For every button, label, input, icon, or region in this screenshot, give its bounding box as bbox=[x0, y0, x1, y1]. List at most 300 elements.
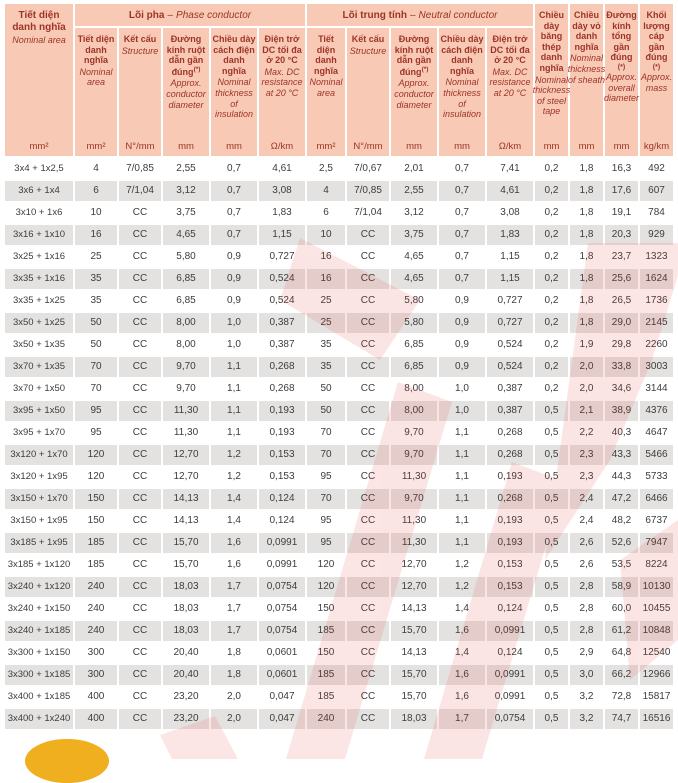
data-cell: 70 bbox=[75, 379, 117, 399]
header-en-label: Nominal area bbox=[12, 34, 66, 45]
data-cell: CC bbox=[119, 533, 161, 553]
data-cell: 0,0601 bbox=[259, 643, 305, 663]
data-cell: CC bbox=[347, 687, 389, 707]
data-cell: 0,7 bbox=[211, 181, 257, 201]
data-cell: 1,1 bbox=[211, 423, 257, 443]
data-cell: 0,124 bbox=[259, 489, 305, 509]
data-cell: 5466 bbox=[640, 445, 673, 465]
data-cell: 23,20 bbox=[163, 709, 209, 729]
data-cell: 20,3 bbox=[605, 225, 638, 245]
data-cell: 38,9 bbox=[605, 401, 638, 421]
row-label-cell: 3x185 + 1x120 bbox=[5, 555, 73, 575]
col-header-overall-diameter bbox=[605, 4, 638, 156]
row-label-cell: 3x240 + 1x120 bbox=[5, 577, 73, 597]
col-header-neutral-insulation-thickness bbox=[439, 28, 485, 156]
data-cell: 1323 bbox=[640, 247, 673, 267]
data-cell: 35 bbox=[75, 291, 117, 311]
data-cell: 0,0991 bbox=[259, 533, 305, 553]
col-header-nominal-area bbox=[5, 4, 73, 156]
data-cell: 15,70 bbox=[391, 687, 437, 707]
data-cell: 8,00 bbox=[391, 379, 437, 399]
data-cell: 0,387 bbox=[259, 335, 305, 355]
data-cell: 4,61 bbox=[487, 181, 533, 201]
data-cell: CC bbox=[119, 621, 161, 641]
data-cell: 0,9 bbox=[211, 247, 257, 267]
data-cell: 0,5 bbox=[535, 709, 568, 729]
data-cell: 95 bbox=[75, 423, 117, 443]
data-cell: 0,727 bbox=[259, 247, 305, 267]
data-cell: 0,9 bbox=[439, 313, 485, 333]
header-unit: Ω/km bbox=[498, 141, 522, 152]
data-cell: 5733 bbox=[640, 467, 673, 487]
data-cell: 4 bbox=[307, 181, 345, 201]
data-cell: 11,30 bbox=[391, 533, 437, 553]
data-cell: 185 bbox=[307, 687, 345, 707]
data-cell: 1,0 bbox=[439, 379, 485, 399]
data-cell: 11,30 bbox=[391, 467, 437, 487]
data-cell: 18,03 bbox=[163, 621, 209, 641]
data-cell: 3,08 bbox=[487, 203, 533, 223]
header-en-label: Nominal area bbox=[309, 77, 343, 99]
data-cell: 0,727 bbox=[487, 291, 533, 311]
data-cell: 16 bbox=[75, 225, 117, 245]
data-cell: 35 bbox=[307, 335, 345, 355]
header-en-label: Nominal thickness of insulation bbox=[214, 77, 254, 120]
data-cell: CC bbox=[347, 555, 389, 575]
row-label-cell: 3x150 + 1x70 bbox=[5, 489, 73, 509]
data-cell: CC bbox=[119, 445, 161, 465]
data-cell: 0,524 bbox=[259, 269, 305, 289]
data-cell: 8,00 bbox=[391, 401, 437, 421]
data-cell: 3144 bbox=[640, 379, 673, 399]
data-cell: 70 bbox=[75, 357, 117, 377]
data-cell: 25,6 bbox=[605, 269, 638, 289]
data-cell: 2,3 bbox=[570, 445, 603, 465]
data-cell: 4376 bbox=[640, 401, 673, 421]
data-cell: 1,2 bbox=[211, 467, 257, 487]
data-cell: 0,2 bbox=[535, 203, 568, 223]
header-en-label: Nominal thickness of sheath bbox=[567, 53, 606, 85]
data-cell: 0,5 bbox=[535, 665, 568, 685]
header-unit: Ω/km bbox=[270, 141, 294, 152]
data-cell: 12,70 bbox=[391, 555, 437, 575]
data-cell: 1,1 bbox=[211, 357, 257, 377]
data-cell: 784 bbox=[640, 203, 673, 223]
data-cell: 0,0754 bbox=[259, 599, 305, 619]
data-cell: 0,2 bbox=[535, 181, 568, 201]
row-label-cell: 3x70 + 1x50 bbox=[5, 379, 73, 399]
data-cell: 0,7 bbox=[211, 159, 257, 179]
data-cell: 7/0,67 bbox=[347, 159, 389, 179]
data-cell: 1,7 bbox=[211, 599, 257, 619]
data-cell: 2145 bbox=[640, 313, 673, 333]
data-cell: CC bbox=[119, 599, 161, 619]
data-cell: 14,13 bbox=[391, 599, 437, 619]
header-vn-label: Kết cấu bbox=[351, 34, 385, 44]
row-label-cell: 3x300 + 1x185 bbox=[5, 665, 73, 685]
data-cell: 2,6 bbox=[570, 555, 603, 575]
data-cell: 150 bbox=[75, 489, 117, 509]
data-cell: 0,0754 bbox=[259, 621, 305, 641]
data-cell: 4,61 bbox=[259, 159, 305, 179]
header-en-label: Nominal thickness of steel tape bbox=[532, 74, 571, 117]
row-label-cell: 3x240 + 1x185 bbox=[5, 621, 73, 641]
data-cell: 15,70 bbox=[163, 533, 209, 553]
row-label-cell: 3x95 + 1x70 bbox=[5, 423, 73, 443]
data-cell: 1,8 bbox=[570, 269, 603, 289]
data-cell: 0,268 bbox=[259, 379, 305, 399]
data-cell: 2,4 bbox=[570, 489, 603, 509]
data-cell: 70 bbox=[307, 423, 345, 443]
data-cell: 492 bbox=[640, 159, 673, 179]
data-cell: 0,153 bbox=[487, 577, 533, 597]
data-cell: 0,387 bbox=[487, 401, 533, 421]
data-cell: 3,2 bbox=[570, 709, 603, 729]
data-cell: 0,5 bbox=[535, 423, 568, 443]
col-header-approx-mass bbox=[640, 4, 673, 156]
row-label-cell: 3x400 + 1x185 bbox=[5, 687, 73, 707]
data-cell: 1,4 bbox=[211, 489, 257, 509]
data-cell: 0,5 bbox=[535, 445, 568, 465]
data-cell: 58,9 bbox=[605, 577, 638, 597]
data-cell: 7/0,85 bbox=[119, 159, 161, 179]
row-label-cell: 3x70 + 1x35 bbox=[5, 357, 73, 377]
data-cell: 1,83 bbox=[259, 203, 305, 223]
col-header-phase-dc-resistance bbox=[259, 28, 305, 156]
data-cell: 0,268 bbox=[259, 357, 305, 377]
data-cell: 20,40 bbox=[163, 643, 209, 663]
data-cell: 0,387 bbox=[487, 379, 533, 399]
data-cell: 0,5 bbox=[535, 467, 568, 487]
data-cell: 2,55 bbox=[391, 181, 437, 201]
data-cell: 10 bbox=[75, 203, 117, 223]
data-cell: CC bbox=[119, 511, 161, 531]
data-cell: 1,1 bbox=[439, 511, 485, 531]
data-cell: CC bbox=[119, 247, 161, 267]
header-unit: mm bbox=[543, 141, 560, 152]
data-cell: 1,8 bbox=[211, 643, 257, 663]
data-cell: 53,5 bbox=[605, 555, 638, 575]
data-cell: 1,0 bbox=[211, 313, 257, 333]
data-cell: CC bbox=[347, 511, 389, 531]
data-cell: 0,387 bbox=[259, 313, 305, 333]
data-cell: 150 bbox=[307, 643, 345, 663]
cable-spec-table bbox=[5, 4, 673, 729]
col-header-sheath-thickness bbox=[567, 4, 606, 156]
data-cell: CC bbox=[119, 467, 161, 487]
data-cell: 0,2 bbox=[535, 335, 568, 355]
data-cell: 929 bbox=[640, 225, 673, 245]
data-cell: 7/1,04 bbox=[347, 203, 389, 223]
data-cell: 6466 bbox=[640, 489, 673, 509]
data-cell: 1,8 bbox=[570, 247, 603, 267]
data-cell: 0,9 bbox=[439, 335, 485, 355]
row-label-cell: 3x4 + 1x2,5 bbox=[5, 159, 73, 179]
data-cell: 4 bbox=[75, 159, 117, 179]
row-label-cell: 3x10 + 1x6 bbox=[5, 203, 73, 223]
data-cell: 11,30 bbox=[163, 423, 209, 443]
data-cell: CC bbox=[119, 379, 161, 399]
header-unit: mm bbox=[406, 141, 422, 152]
data-cell: 35 bbox=[307, 357, 345, 377]
data-cell: 50 bbox=[307, 401, 345, 421]
table-header bbox=[5, 4, 673, 156]
data-cell: CC bbox=[119, 423, 161, 443]
header-en-label: Approx. conductor diameter bbox=[394, 78, 434, 110]
data-cell: 9,70 bbox=[163, 379, 209, 399]
data-cell: 0,2 bbox=[535, 247, 568, 267]
data-cell: CC bbox=[119, 225, 161, 245]
row-label-cell: 3x185 + 1x95 bbox=[5, 533, 73, 553]
data-cell: CC bbox=[347, 577, 389, 597]
data-cell: 2,0 bbox=[570, 357, 603, 377]
header-en-label: Max. DC resistance at 20 °C bbox=[489, 66, 531, 99]
data-cell: 0,5 bbox=[535, 401, 568, 421]
data-cell: 40,3 bbox=[605, 423, 638, 443]
data-cell: 1,1 bbox=[211, 379, 257, 399]
header-en-label: Max. DC resistance at 20 °C bbox=[261, 66, 303, 99]
data-cell: 12,70 bbox=[163, 445, 209, 465]
header-unit: N°/mm bbox=[353, 141, 383, 152]
data-cell: 12,70 bbox=[391, 577, 437, 597]
data-cell: 1,6 bbox=[211, 533, 257, 553]
data-cell: 2,3 bbox=[570, 467, 603, 487]
header-en-label: Nominal area bbox=[79, 66, 113, 88]
data-cell: 50 bbox=[75, 313, 117, 333]
header-vn-label: Tiết diện danh nghĩa bbox=[77, 34, 115, 66]
data-cell: 1,1 bbox=[439, 489, 485, 509]
header-unit: kg/km bbox=[643, 141, 670, 152]
data-cell: 1,8 bbox=[570, 203, 603, 223]
data-cell: CC bbox=[347, 357, 389, 377]
data-cell: 1,15 bbox=[487, 269, 533, 289]
data-cell: 0,124 bbox=[487, 643, 533, 663]
row-label-cell: 3x95 + 1x50 bbox=[5, 401, 73, 421]
data-cell: 0,5 bbox=[535, 577, 568, 597]
data-cell: 10455 bbox=[640, 599, 673, 619]
header-vn-label: Kết cấu bbox=[123, 34, 157, 44]
data-cell: 15,70 bbox=[391, 621, 437, 641]
data-cell: 1,2 bbox=[211, 445, 257, 465]
data-cell: 34,6 bbox=[605, 379, 638, 399]
data-cell: 19,1 bbox=[605, 203, 638, 223]
data-cell: 1,1 bbox=[439, 445, 485, 465]
header-unit: mm² bbox=[316, 141, 336, 152]
data-cell: 4647 bbox=[640, 423, 673, 443]
data-cell: 6,85 bbox=[163, 269, 209, 289]
data-cell: CC bbox=[347, 599, 389, 619]
data-cell: 3003 bbox=[640, 357, 673, 377]
data-cell: 2,8 bbox=[570, 599, 603, 619]
footnote-marker: (*) bbox=[652, 64, 661, 72]
header-unit: mm bbox=[613, 141, 630, 152]
data-cell: 1,1 bbox=[439, 467, 485, 487]
data-cell: 0,268 bbox=[487, 445, 533, 465]
data-cell: 50 bbox=[307, 379, 345, 399]
data-cell: CC bbox=[347, 247, 389, 267]
group-header-neutral-conductor bbox=[307, 4, 533, 26]
header-unit: mm bbox=[178, 141, 194, 152]
data-cell: 64,8 bbox=[605, 643, 638, 663]
data-cell: 185 bbox=[307, 621, 345, 641]
data-cell: 2,5 bbox=[307, 159, 345, 179]
row-label-cell: 3x25 + 1x16 bbox=[5, 247, 73, 267]
group-header-phase-conductor bbox=[75, 4, 305, 26]
data-cell: 7/0,85 bbox=[347, 181, 389, 201]
col-header-phase-area bbox=[75, 28, 117, 156]
row-label-cell: 3x400 + 1x240 bbox=[5, 709, 73, 729]
data-cell: CC bbox=[119, 291, 161, 311]
data-cell: 120 bbox=[307, 555, 345, 575]
data-cell: 2,55 bbox=[163, 159, 209, 179]
data-cell: 0,2 bbox=[535, 159, 568, 179]
footnote-marker: (*) bbox=[193, 65, 201, 73]
data-cell: 72,8 bbox=[605, 687, 638, 707]
data-cell: 6 bbox=[307, 203, 345, 223]
header-vn-label: Khối lượng cáp gần đúng bbox=[643, 10, 670, 63]
data-cell: 0,9 bbox=[211, 291, 257, 311]
data-cell: 12,70 bbox=[163, 467, 209, 487]
data-cell: 95 bbox=[75, 401, 117, 421]
data-cell: 0,5 bbox=[535, 643, 568, 663]
data-cell: CC bbox=[347, 643, 389, 663]
data-cell: 4,65 bbox=[391, 247, 437, 267]
header-vn-label: Điện trở DC tối đa ở 20 °C bbox=[262, 34, 302, 66]
data-cell: 1,1 bbox=[439, 533, 485, 553]
data-cell: 5,80 bbox=[391, 313, 437, 333]
data-cell: 1,6 bbox=[439, 665, 485, 685]
data-cell: 6737 bbox=[640, 511, 673, 531]
data-cell: 1,8 bbox=[570, 313, 603, 333]
row-label-cell: 3x120 + 1x95 bbox=[5, 467, 73, 487]
data-cell: 25 bbox=[307, 291, 345, 311]
col-header-neutral-conductor-diameter bbox=[391, 28, 437, 156]
data-cell: 6,85 bbox=[391, 357, 437, 377]
header-en-label: Structure bbox=[121, 45, 159, 56]
row-label-cell: 3x300 + 1x150 bbox=[5, 643, 73, 663]
data-cell: 8,00 bbox=[163, 313, 209, 333]
data-cell: 400 bbox=[75, 687, 117, 707]
data-cell: CC bbox=[347, 379, 389, 399]
row-label-cell: 3x50 + 1x35 bbox=[5, 335, 73, 355]
header-unit: mm bbox=[578, 141, 595, 152]
data-cell: 150 bbox=[75, 511, 117, 531]
data-cell: 2,9 bbox=[570, 643, 603, 663]
data-cell: 7/1,04 bbox=[119, 181, 161, 201]
data-cell: 4,65 bbox=[391, 269, 437, 289]
header-unit: mm bbox=[454, 141, 470, 152]
data-cell: 25 bbox=[307, 313, 345, 333]
data-cell: CC bbox=[119, 577, 161, 597]
data-cell: 18,03 bbox=[391, 709, 437, 729]
data-cell: 3,2 bbox=[570, 687, 603, 707]
col-header-neutral-dc-resistance bbox=[487, 28, 533, 156]
header-unit: N°/mm bbox=[125, 141, 155, 152]
data-cell: 11,30 bbox=[391, 511, 437, 531]
data-cell: 52,6 bbox=[605, 533, 638, 553]
data-cell: 0,2 bbox=[535, 379, 568, 399]
data-cell: CC bbox=[347, 489, 389, 509]
data-cell: 0,5 bbox=[535, 489, 568, 509]
data-cell: 18,03 bbox=[163, 599, 209, 619]
data-cell: CC bbox=[119, 489, 161, 509]
data-cell: 1,8 bbox=[570, 291, 603, 311]
data-cell: 3,75 bbox=[163, 203, 209, 223]
data-cell: 29,8 bbox=[605, 335, 638, 355]
data-cell: 1,8 bbox=[570, 225, 603, 245]
data-cell: 0,0754 bbox=[259, 577, 305, 597]
data-cell: CC bbox=[119, 643, 161, 663]
data-cell: 1624 bbox=[640, 269, 673, 289]
data-cell: 23,20 bbox=[163, 687, 209, 707]
group-separator: – bbox=[409, 9, 416, 21]
data-cell: 1,6 bbox=[439, 621, 485, 641]
data-cell: 8224 bbox=[640, 555, 673, 575]
data-cell: 6,85 bbox=[163, 291, 209, 311]
row-label-cell: 3x120 + 1x70 bbox=[5, 445, 73, 465]
data-cell: 5,80 bbox=[163, 247, 209, 267]
group-separator: – bbox=[167, 9, 174, 21]
data-cell: CC bbox=[347, 291, 389, 311]
data-cell: 1,0 bbox=[439, 401, 485, 421]
header-unit: mm bbox=[226, 141, 242, 152]
header-vn-label: Chiều dày băng thép danh nghĩa bbox=[538, 10, 564, 74]
data-cell: 0,0754 bbox=[487, 709, 533, 729]
data-cell: 6 bbox=[75, 181, 117, 201]
data-cell: 0,7 bbox=[439, 181, 485, 201]
data-cell: 18,03 bbox=[163, 577, 209, 597]
data-cell: 95 bbox=[307, 511, 345, 531]
data-cell: 2260 bbox=[640, 335, 673, 355]
data-cell: CC bbox=[119, 313, 161, 333]
data-cell: 120 bbox=[307, 577, 345, 597]
data-cell: 1,83 bbox=[487, 225, 533, 245]
data-cell: 0,0601 bbox=[259, 665, 305, 685]
data-cell: 0,9 bbox=[211, 269, 257, 289]
data-cell: 0,047 bbox=[259, 687, 305, 707]
footnote-marker: (*) bbox=[617, 64, 626, 72]
col-header-neutral-structure bbox=[347, 28, 389, 156]
data-cell: 8,00 bbox=[163, 335, 209, 355]
data-cell: 1,9 bbox=[570, 335, 603, 355]
row-label-cell: 3x35 + 1x25 bbox=[5, 291, 73, 311]
header-en-label: Structure bbox=[349, 45, 387, 56]
data-cell: 70 bbox=[307, 489, 345, 509]
table-body bbox=[5, 159, 673, 729]
data-cell: 0,153 bbox=[259, 445, 305, 465]
data-cell: 1,1 bbox=[439, 423, 485, 443]
data-cell: CC bbox=[347, 269, 389, 289]
row-label-cell: 3x16 + 1x10 bbox=[5, 225, 73, 245]
data-cell: 1,4 bbox=[211, 511, 257, 531]
data-cell: 1,2 bbox=[439, 577, 485, 597]
data-cell: CC bbox=[119, 687, 161, 707]
data-cell: 607 bbox=[640, 181, 673, 201]
data-cell: 20,40 bbox=[163, 665, 209, 685]
row-label-cell: 3x6 + 1x4 bbox=[5, 181, 73, 201]
data-cell: 44,3 bbox=[605, 467, 638, 487]
data-cell: CC bbox=[347, 709, 389, 729]
data-cell: CC bbox=[347, 335, 389, 355]
data-cell: 4,65 bbox=[163, 225, 209, 245]
data-cell: 10 bbox=[307, 225, 345, 245]
data-cell: 33,8 bbox=[605, 357, 638, 377]
data-cell: 10848 bbox=[640, 621, 673, 641]
data-cell: 5,80 bbox=[391, 291, 437, 311]
data-cell: 25 bbox=[75, 247, 117, 267]
data-cell: CC bbox=[119, 555, 161, 575]
data-cell: 66,2 bbox=[605, 665, 638, 685]
